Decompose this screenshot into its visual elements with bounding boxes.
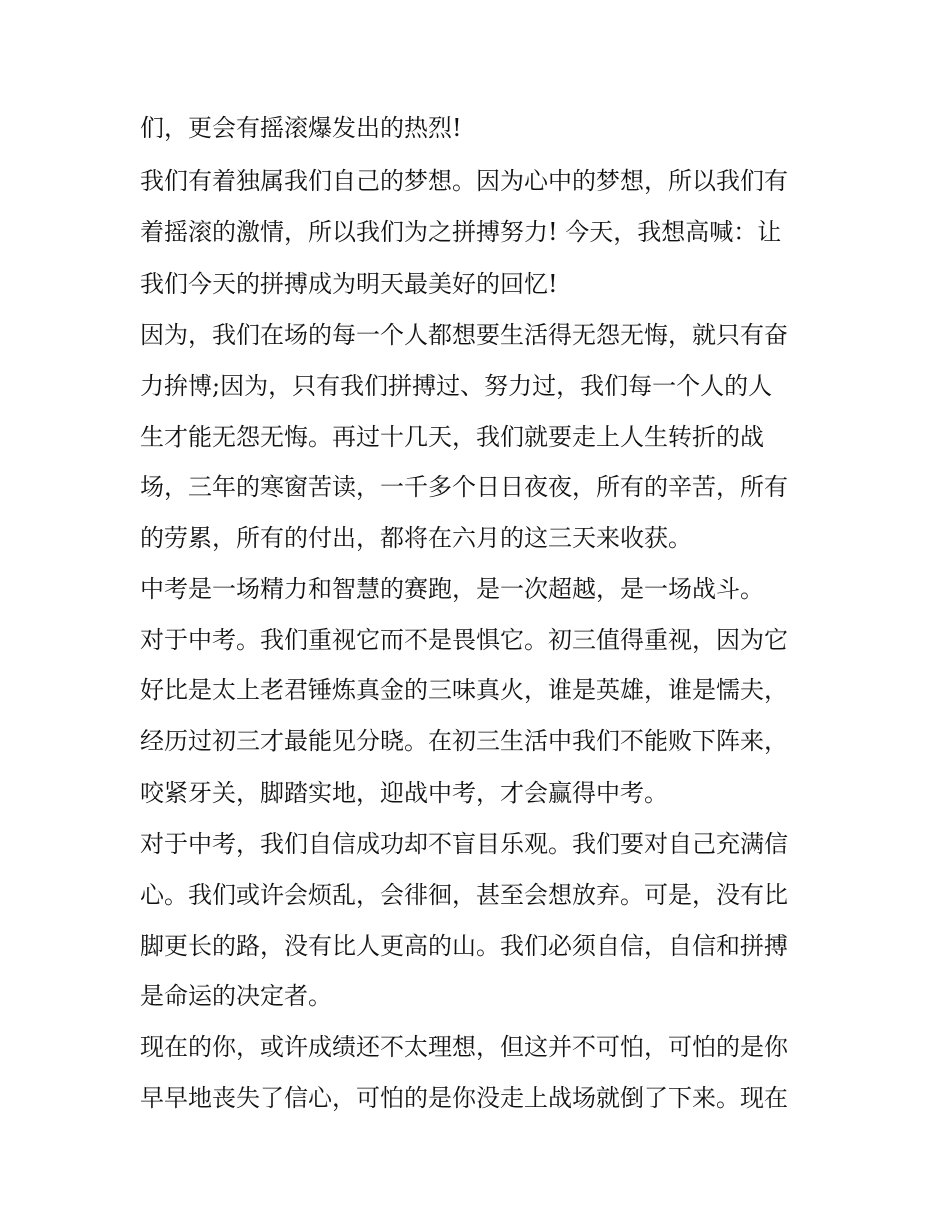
text-line: 对于中考。我们重视它而不是畏惧它。初三值得重视，因为它 — [140, 626, 788, 654]
text-line: 我们有着独属我们自己的梦想。因为心中的梦想，所以我们有 — [140, 167, 788, 195]
text-line: 力拚博;因为，只有我们拼搏过、努力过，我们每一个人的人 — [140, 372, 773, 400]
text-line: 着摇滚的激情，所以我们为之拼搏努力! 今天，我想高喊：让 — [140, 218, 782, 246]
text-line: 现在的你，或许成绩还不太理想，但这并不可怕，可怕的是你 — [140, 1033, 788, 1061]
text-line: 生才能无怨无悔。再过十几天，我们就要走上人生转折的战 — [140, 423, 764, 451]
text-line: 是命运的决定者。 — [140, 982, 332, 1010]
text-line: 心。我们或许会烦乱，会徘徊，甚至会想放弃。可是，没有比 — [140, 881, 788, 909]
text-line: 们，更会有摇滚爆发出的热烈! — [140, 114, 462, 142]
text-line: 好比是太上老君锤炼真金的三味真火，谁是英雄，谁是懦夫， — [140, 676, 788, 704]
text-line: 脚更长的路，没有比人更高的山。我们必须自信，自信和拼搏 — [140, 932, 788, 960]
text-line: 因为，我们在场的每一个人都想要生活得无怨无悔，就只有奋 — [140, 321, 788, 349]
text-line: 我们今天的拼搏成为明天最美好的回忆! — [140, 270, 558, 298]
text-line: 场，三年的寒窗苦读，一千多个日日夜夜，所有的辛苦，所有 — [140, 473, 788, 501]
text-line: 咬紧牙关，脚踏实地，迎战中考，才会赢得中考。 — [140, 779, 668, 807]
text-line: 中考是一场精力和智慧的赛跑，是一次超越，是一场战斗。 — [140, 575, 764, 603]
text-line: 早早地丧失了信心，可怕的是你没走上战场就倒了下来。现在 — [140, 1084, 788, 1112]
text-line: 对于中考，我们自信成功却不盲目乐观。我们要对自己充满信 — [140, 830, 788, 858]
text-line: 的劳累，所有的付出，都将在六月的这三天来收获。 — [140, 524, 692, 552]
text-line: 经历过初三才最能见分晓。在初三生活中我们不能败下阵来， — [140, 727, 788, 755]
